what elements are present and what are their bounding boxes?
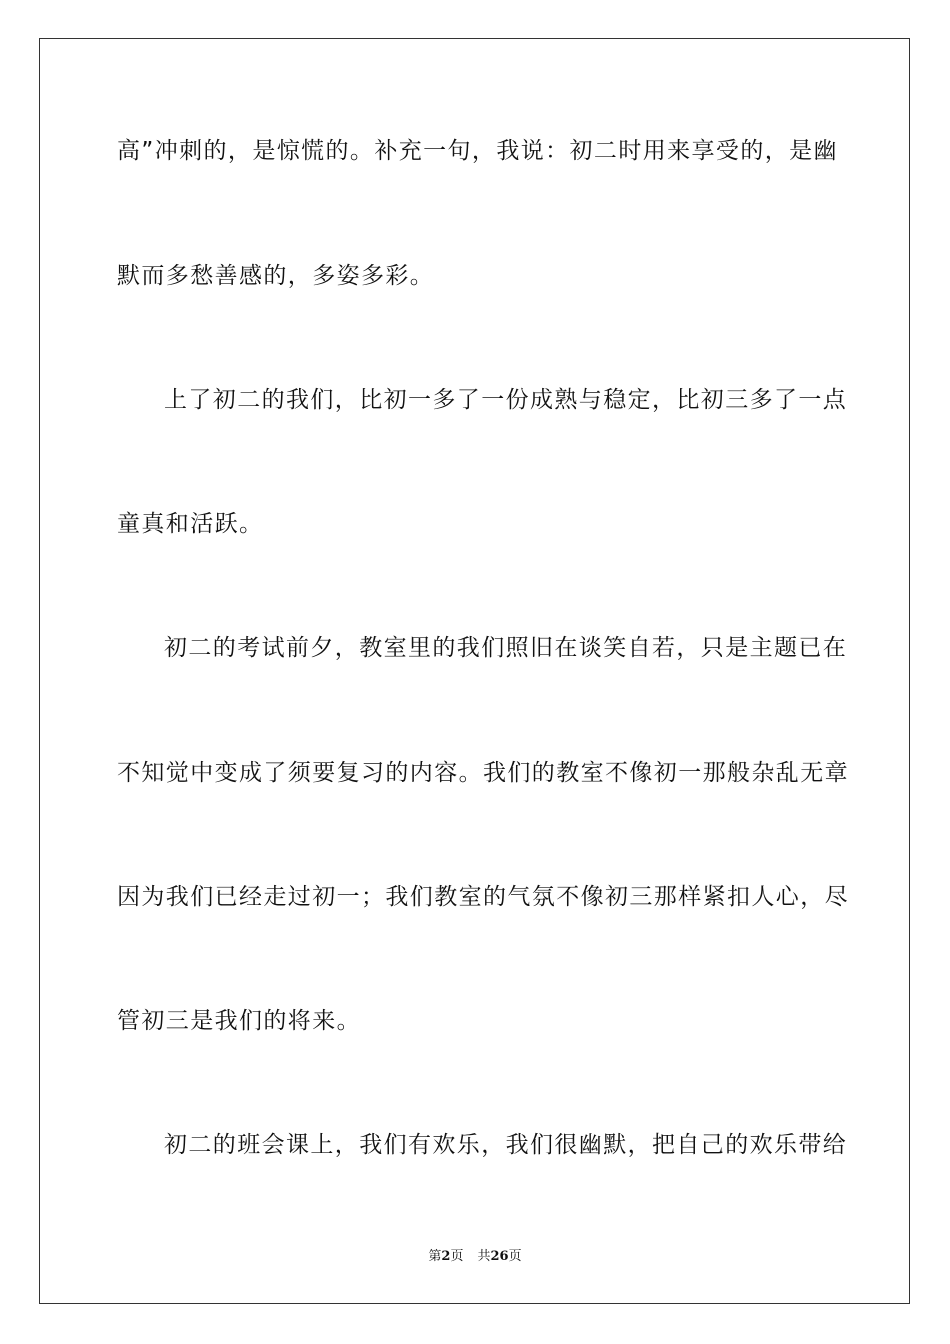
total-prefix: 共 — [477, 1249, 491, 1264]
page-number: 2 — [441, 1249, 451, 1264]
text-line-7: 因为我们已经走过初一；我们教室的气氛不像初三那样紧扣人心，尽 — [117, 884, 849, 910]
text-line-8: 管初三是我们的将来。 — [117, 1008, 361, 1034]
page-border — [39, 38, 910, 1304]
page-prefix: 第 — [428, 1249, 442, 1264]
text-line-4: 童真和活跃。 — [117, 511, 264, 537]
text-line-5: 初二的考试前夕，教室里的我们照旧在谈笑自若，只是主题已在 — [164, 635, 848, 661]
text-line-3: 上了初二的我们，比初一多了一份成熟与稳定，比初三多了一点 — [164, 387, 848, 413]
total-pages: 26 — [490, 1249, 509, 1264]
page-suffix: 页 — [450, 1249, 464, 1264]
page-footer — [0, 1248, 950, 1266]
text-line-9: 初二的班会课上，我们有欢乐，我们很幽默，把自己的欢乐带给 — [164, 1132, 848, 1158]
text-line-2: 默而多愁善感的，多姿多彩。 — [117, 263, 435, 289]
total-suffix: 页 — [508, 1249, 522, 1264]
text-line-1: 高”冲刺的，是惊慌的。补充一句，我说：初二时用来享受的，是幽 — [117, 138, 838, 164]
text-line-6: 不知觉中变成了须要复习的内容。我们的教室不像初一那般杂乱无章 — [117, 760, 849, 786]
